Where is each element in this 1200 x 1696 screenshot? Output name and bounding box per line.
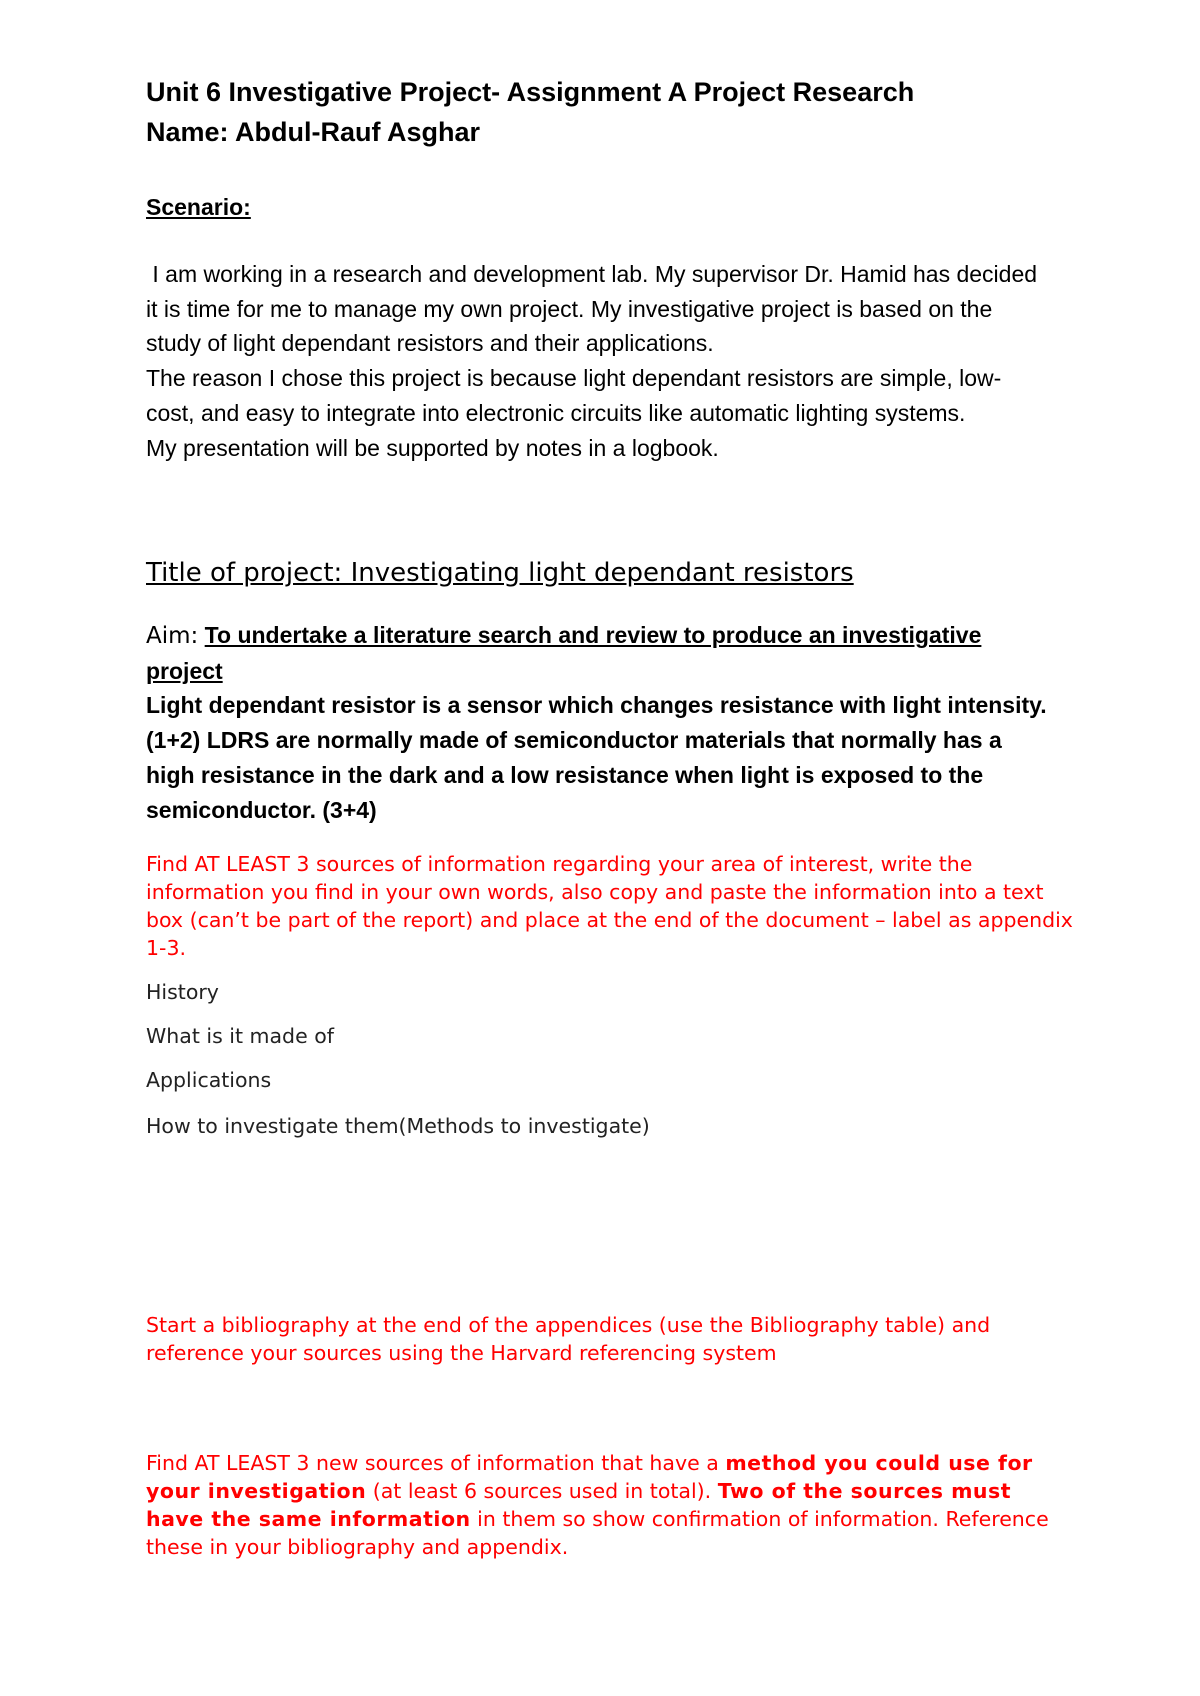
instruction-methods-part: (at least 6 sources used in total). bbox=[366, 1479, 718, 1503]
scenario-body bbox=[146, 257, 1046, 465]
instruction-methods bbox=[146, 1449, 1076, 1561]
scenario-paragraph: My presentation will be supported by notes in a logbook. bbox=[146, 434, 719, 461]
aim-label: Aim: bbox=[146, 623, 199, 649]
document-header bbox=[146, 72, 914, 152]
instruction-methods-part: Find AT LEAST 3 new sources of information that have a bbox=[146, 1451, 726, 1475]
scenario-paragraph: I am working in a research and development lab. My supervisor Dr. Hamid has decided it is time for me to manage my own project. My investigative project is based on the study of light dependant resistors and their applications. bbox=[146, 261, 1044, 357]
scenario-paragraph: The reason I chose this project is because light dependant resistors are simple, low-cost, and easy to integrate into electronic circuits like automatic lighting systems. bbox=[146, 365, 1002, 426]
topic-methods: How to investigate them(Methods to investigate) bbox=[146, 1114, 650, 1138]
instruction-bibliography: Start a bibliography at the end of the appendices (use the Bibliography table) and reference your sources using the Harvard referencing system bbox=[146, 1313, 991, 1365]
instruction-methods-part: in them so show confirmation of information. Reference these in your bibliography and appendix. bbox=[146, 1507, 1049, 1559]
instruction-sources: Find AT LEAST 3 sources of information regarding your area of interest, write the information you find in your own words, also copy and paste the information into a text box (can’t be part of the report) and place at the end of the document – label as appendix 1-3. bbox=[146, 852, 1073, 960]
scenario-heading: Scenario: bbox=[146, 194, 251, 220]
project-title: Title of project: Investigating light dependant resistors bbox=[146, 558, 854, 588]
aim-text: To undertake a literature search and review to produce an investigative project bbox=[146, 622, 982, 684]
aim-section bbox=[146, 618, 1056, 827]
topic-applications: Applications bbox=[146, 1068, 272, 1092]
instruction-methods-emphasis: method you could use for your investigation bbox=[146, 1451, 1033, 1503]
student-name: Name: Abdul-Rauf Asghar bbox=[146, 117, 481, 147]
instruction-methods-emphasis: Two of the sources must have the same information bbox=[146, 1479, 1012, 1531]
ldr-description: Light dependant resistor is a sensor which changes resistance with light intensity. (1+2) LDRS are normally made of semiconductor materials that normally has a high resistance in the dark and a low resistance when light is exposed to the semiconductor. (3+4) bbox=[146, 692, 1047, 823]
page-title: Unit 6 Investigative Project- Assignment A Project Research bbox=[146, 77, 915, 107]
topic-materials: What is it made of bbox=[146, 1024, 334, 1048]
topic-history: History bbox=[146, 980, 219, 1004]
